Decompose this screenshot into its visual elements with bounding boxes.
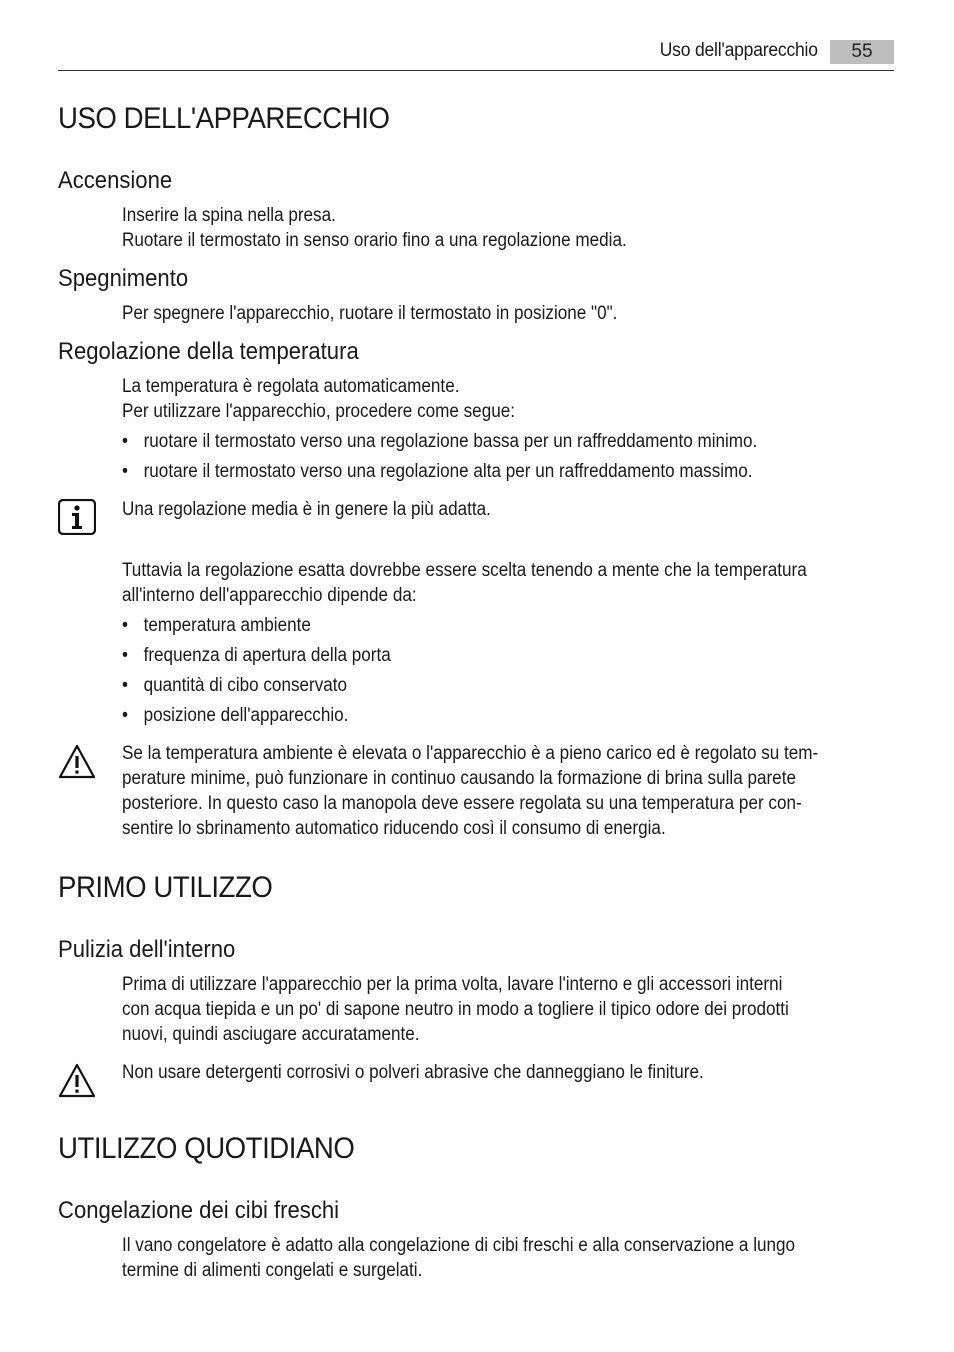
subsection-title-pulizia: Pulizia dell'interno xyxy=(58,936,236,963)
list-item: • quantità di cibo conservato xyxy=(122,675,348,696)
header-divider xyxy=(58,70,894,71)
bullet-dot: • xyxy=(122,645,128,666)
regolazione-extra-line: all'interno dell'apparecchio dipende da: xyxy=(122,585,417,606)
warning-text: Se la temperatura ambiente è elevata o l'apparecchio è a pieno carico ed è regolato su tem- perature minime, può funzionare in continuo causando la formazione di brina sulla parete posteriore. In questo caso la manopola deve essere regolata su una temperatura per con- sentire lo sbrinamento automatico riducendo così il consumo di energia. xyxy=(122,743,819,839)
list-item: • posizione dell'apparecchio. xyxy=(122,705,349,726)
bullet-dot: • xyxy=(122,431,128,452)
list-item: • frequenza di apertura della porta xyxy=(122,645,391,666)
section-title-quotidiano: UTILIZZO QUOTIDIANO xyxy=(58,1132,355,1165)
congelazione-text: Il vano congelatore è adatto alla congelazione di cibi freschi e alla conservazione a lungo termine di alimenti congelati e surgelati. xyxy=(122,1235,796,1281)
bullet-dot: • xyxy=(122,615,128,636)
accensione-line: Ruotare il termostato in senso orario fino a una regolazione media. xyxy=(122,230,627,251)
pulizia-text: Prima di utilizzare l'apparecchio per la prima volta, lavare l'interno e gli accessori interni con acqua tiepida e un po' di sapone neutro in modo a togliere il tipico odore dei prodotti nuovi, quindi asciugare accuratamente. xyxy=(122,974,789,1045)
section-title-primo: PRIMO UTILIZZO xyxy=(58,871,273,904)
pulizia-warning: Non usare detergenti corrosivi o polveri abrasive che danneggiano le finiture. xyxy=(122,1062,704,1083)
subsection-title-spegnimento: Spegnimento xyxy=(58,265,189,292)
regolazione-line: Per utilizzare l'apparecchio, procedere come segue: xyxy=(122,401,515,422)
subsection-title-congelazione: Congelazione dei cibi freschi xyxy=(58,1197,340,1224)
regolazione-extra-line: Tuttavia la regolazione esatta dovrebbe essere scelta tenendo a mente che la temperatura xyxy=(122,560,807,581)
accensione-line: Inserire la spina nella presa. xyxy=(122,205,336,226)
list-item: • ruotare il termostato verso una regolazione bassa per un raffreddamento minimo. xyxy=(122,431,758,452)
info-icon xyxy=(58,499,96,535)
regolazione-text xyxy=(122,374,842,424)
regolazione-line: La temperatura è regolata automaticamente. xyxy=(122,376,460,397)
warning-icon xyxy=(58,1063,96,1099)
accensione-text xyxy=(122,203,842,253)
info-note: Una regolazione media è in genere la più adatta. xyxy=(122,499,491,520)
warning-icon xyxy=(58,744,96,780)
bullet-dot: • xyxy=(122,675,128,696)
running-header: Uso dell'apparecchio xyxy=(659,40,818,61)
bullet-dot: • xyxy=(122,461,128,482)
bullet-dot: • xyxy=(122,705,128,726)
section-title-uso: USO DELL'APPARECCHIO xyxy=(58,102,390,135)
list-item: • temperatura ambiente xyxy=(122,615,311,636)
page-number: 55 xyxy=(830,40,894,64)
regolazione-extra-text xyxy=(122,558,842,608)
subsection-title-accensione: Accensione xyxy=(58,167,173,194)
subsection-title-regolazione: Regolazione della temperatura xyxy=(58,338,359,365)
list-item: • ruotare il termostato verso una regolazione alta per un raffreddamento massimo. xyxy=(122,461,753,482)
spegnimento-text: Per spegnere l'apparecchio, ruotare il termostato in posizione "0". xyxy=(122,303,618,324)
